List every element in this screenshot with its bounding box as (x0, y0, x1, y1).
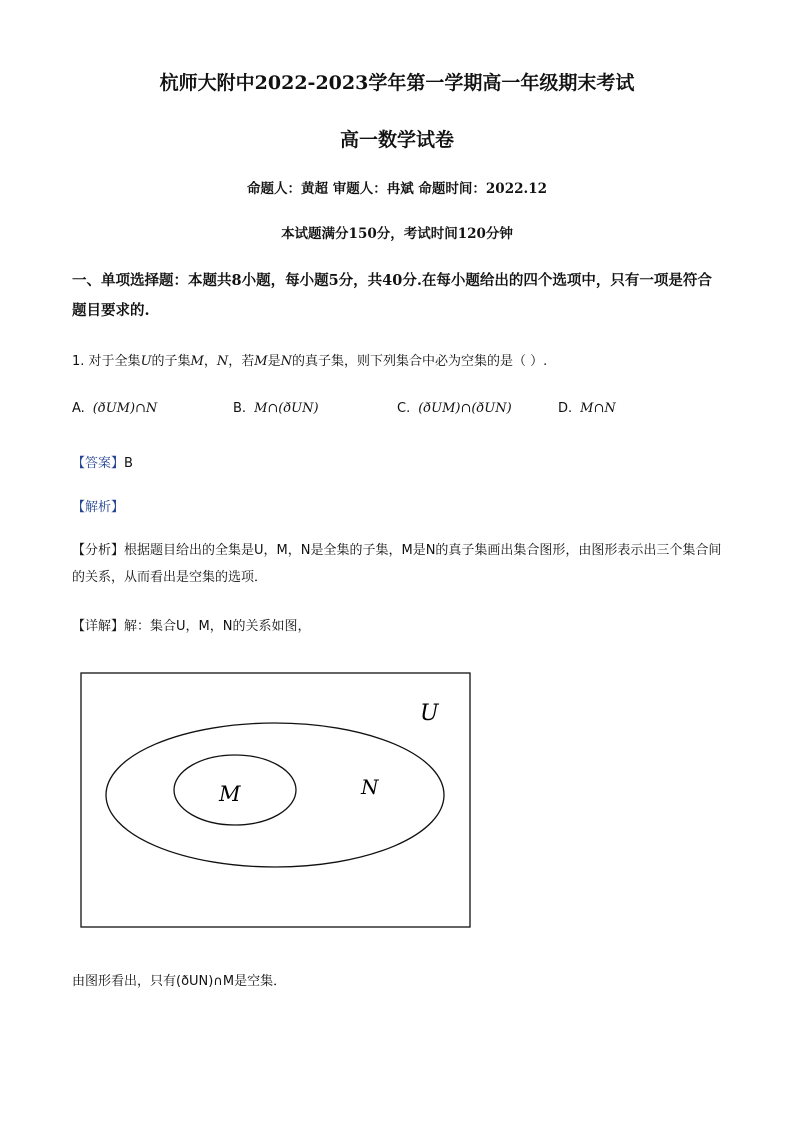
label-m: M (219, 782, 241, 806)
option-label: A. (72, 401, 85, 416)
option-b (233, 401, 319, 416)
question-sep: ， (203, 354, 217, 369)
option-label: B. (233, 401, 247, 416)
set-n-ellipse (106, 723, 444, 867)
question-text-a: 对于全集 (88, 354, 141, 369)
answer-value: B (124, 456, 133, 471)
option-a (72, 401, 157, 416)
document-subtitle: 高一数学试卷 (339, 129, 454, 151)
fenxi-paragraph (72, 537, 722, 591)
analysis-tag: 【解析】 (72, 500, 125, 515)
document-title: 杭师大附中2022-2023学年第一学期高一年级期末考试 (159, 72, 635, 94)
question-text-b: 的子集 (151, 354, 191, 369)
label-u: U (420, 701, 439, 726)
symbol-n: N (216, 354, 229, 369)
question-text-e: 的真子集，则下列集合中必为空集的是（ ）. (291, 354, 548, 369)
symbol-m: M (190, 354, 204, 369)
option-expression: M∩N (580, 401, 616, 416)
answer-line (72, 452, 133, 471)
xiangjie-tag: 【详解】 (72, 619, 125, 634)
section-heading: 一、单项选择题：本题共8小题，每小题5分，共40分.在每小题给出的四个选项中，只有一项是符合题目要求的. (72, 272, 712, 319)
symbol-n-2: N (280, 354, 292, 369)
question-text-d: 是 (267, 354, 281, 369)
author-info: 命题人：黄超 审题人：冉斌 命题时间：2022.12 (247, 181, 547, 197)
option-label: D. (558, 401, 573, 416)
exam-rule: 本试题满分150分，考试时间120分钟 (281, 226, 513, 242)
question-1 (72, 350, 547, 369)
venn-diagram (78, 670, 474, 932)
universal-set-rect (81, 673, 470, 927)
option-d (558, 401, 616, 416)
option-expression: (ðUM)∩(ðUN) (418, 401, 512, 416)
label-n: N (361, 775, 379, 799)
option-c (397, 401, 512, 416)
answer-tag: 【答案】 (72, 456, 125, 471)
symbol-u: U (140, 354, 152, 369)
fenxi-tag: 【分析】 (72, 543, 125, 558)
option-expression: (ðUM)∩N (92, 401, 158, 416)
fenxi-text: 根据题目给出的全集是U，M，N是全集的子集，M是N的真子集画出集合图形，由图形表示出三个集合间的关系，从而看出是空集的选项． (72, 543, 722, 585)
xiangjie-paragraph (72, 613, 722, 640)
question-number: 1. (72, 354, 85, 369)
symbol-m-2: M (254, 354, 268, 369)
option-label: C. (397, 401, 411, 416)
conclusion-text: 由图形看出，只有(ðUN)∩M是空集． (72, 974, 287, 989)
question-text-c: ，若 (228, 354, 255, 369)
conclusion (72, 968, 722, 995)
analysis-line (72, 496, 124, 515)
option-expression: M∩(ðUN) (254, 401, 319, 416)
xiangjie-text: 解：集合U，M，N的关系如图， (124, 619, 311, 634)
